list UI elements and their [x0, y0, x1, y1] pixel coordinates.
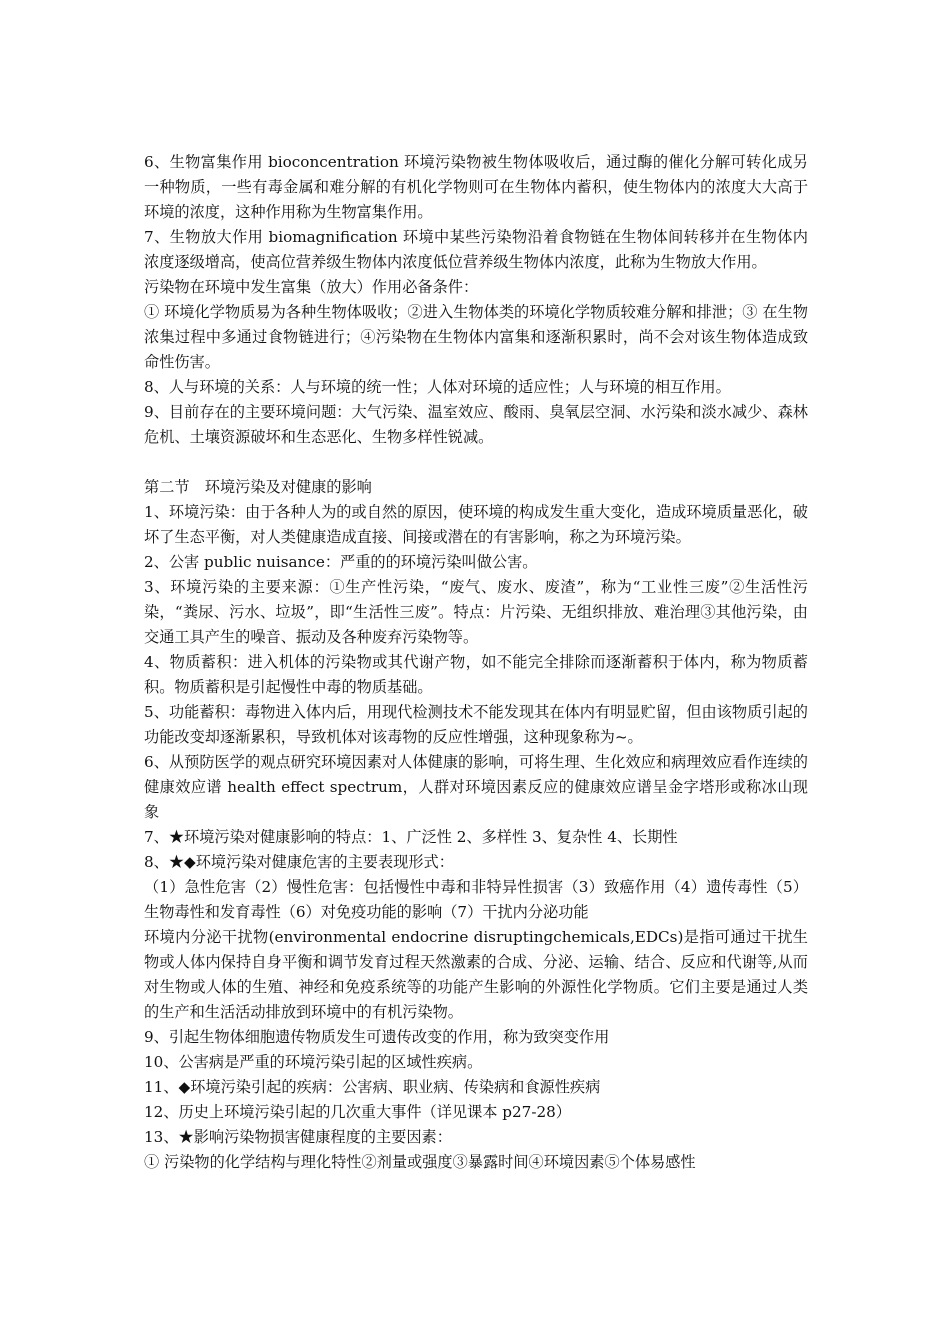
paragraph-human-environment: 8、人与环境的关系：人与环境的统一性；人体对环境的适应性；人与环境的相互作用。 — [144, 378, 731, 396]
paragraph-hazard-forms-heading: 8、★◆环境污染对健康危害的主要表现形式： — [144, 853, 454, 871]
paragraph-public-hazard-disease: 10、公害病是严重的环境污染引起的区域性疾病。 — [144, 1053, 483, 1071]
paragraph-functional-accumulation: 5、功能蓄积：毒物进入体内后，用现代检测技术不能发现其在体内有明显贮留，但由该物质引起的功能改变却逐渐累积，导致机体对该毒物的反应性增强，这种现象称为~。 — [144, 703, 808, 746]
paragraph-damage-factors-list: ① 污染物的化学结构与理化特性②剂量或强度③暴露时间④环境因素⑤个体易感性 — [144, 1153, 696, 1171]
blank-line — [144, 450, 808, 475]
paragraph-hazard-forms-list: （1）急性危害（2）慢性危害：包括慢性中毒和非特异性损害（3）致癌作用（4）遗传毒性（5）生物毒性和发育毒性（6）对免疫功能的影响（7）干扰内分泌功能 — [144, 878, 808, 921]
paragraph-pollution-definition: 1、环境污染：由于各种人为的或自然的原因，使环境的构成发生重大变化，造成环境质量恶化，破坏了生态平衡，对人类健康造成直接、间接或潜在的有害影响，称之为环境污染。 — [144, 503, 808, 546]
section-heading: 第二节 环境污染及对健康的影响 — [144, 478, 372, 496]
paragraph-environmental-problems: 9、目前存在的主要环境问题：大气污染、温室效应、酸雨、臭氧层空洞、水污染和淡水减少、森林危机、土壤资源破坏和生态恶化、生物多样性锐减。 — [144, 403, 808, 446]
paragraph-conditions-list: ① 环境化学物质易为各种生物体吸收；②进入生物体类的环境化学物质较难分解和排泄；③ 在生物浓集过程中多通过食物链进行；④污染物在生物体内富集和逐渐积累时，尚不会对该生物体造成致命性伤害。 — [144, 303, 808, 371]
document-body — [144, 150, 808, 1175]
paragraph-public-nuisance: 2、公害 public nuisance：严重的的环境污染叫做公害。 — [144, 553, 538, 571]
paragraph-damage-factors-heading: 13、★影响污染物损害健康程度的主要因素： — [144, 1128, 452, 1146]
paragraph-bioconcentration: 6、生物富集作用 bioconcentration 环境污染物被生物体吸收后，通过酶的催化分解可转化成另一种物质，一些有毒金属和难分解的有机化学物则可在生物体内蓄积，使生物体内的浓度大大高于环境的浓度，这种作用称为生物富集作用。 — [144, 153, 808, 221]
paragraph-conditions-heading: 污染物在环境中发生富集（放大）作用必备条件： — [144, 278, 479, 296]
paragraph-material-accumulation: 4、物质蓄积：进入机体的污染物或其代谢产物，如不能完全排除而逐渐蓄积于体内，称为物质蓄积。物质蓄积是引起慢性中毒的物质基础。 — [144, 653, 808, 696]
paragraph-health-effect-features: 7、★环境污染对健康影响的特点：1、广泛性 2、多样性 3、复杂性 4、长期性 — [144, 828, 678, 846]
paragraph-pollution-diseases: 11、◆环境污染引起的疾病：公害病、职业病、传染病和食源性疾病 — [144, 1078, 601, 1096]
paragraph-biomagnification: 7、生物放大作用 biomagnification 环境中某些污染物沿着食物链在生物体间转移并在生物体内浓度逐级增高，使高位营养级生物体内浓度低位营养级生物体内浓度，此称为生物放大作用。 — [144, 228, 808, 271]
paragraph-endocrine-disruptors: 环境内分泌干扰物(environmental endocrine disruptingchemicals,EDCs)是指可通过干扰生物或人体内保持自身平衡和调节发育过程天然激素的合成、分泌、运输、结合、反应和代谢等,从而对生物或人体的生殖、神经和免疫系统等的功能产生影响的外源性化学物质。它们主要是通过人类的生产和生活活动排放到环境中的有机污染物。 — [144, 928, 808, 1021]
paragraph-pollution-sources: 3、环境污染的主要来源：①生产性污染，“废气、废水、废渣”，称为“工业性三废”②生活性污染，“粪尿、污水、垃圾”，即“生活性三废”。特点：片污染、无组织排放、难治理③其他污染，由交通工具产生的噪音、振动及各种废弃污染物等。 — [144, 578, 808, 646]
paragraph-historical-events: 12、历史上环境污染引起的几次重大事件（详见课本 p27-28） — [144, 1103, 571, 1121]
paragraph-mutagenesis: 9、引起生物体细胞遗传物质发生可遗传改变的作用，称为致突变作用 — [144, 1028, 610, 1046]
paragraph-health-effect-spectrum: 6、从预防医学的观点研究环境因素对人体健康的影响，可将生理、生化效应和病理效应看作连续的健康效应谱 health effect spectrum，人群对环境因素反应的健康效应谱呈金字塔形或称冰山现象 — [144, 753, 808, 821]
